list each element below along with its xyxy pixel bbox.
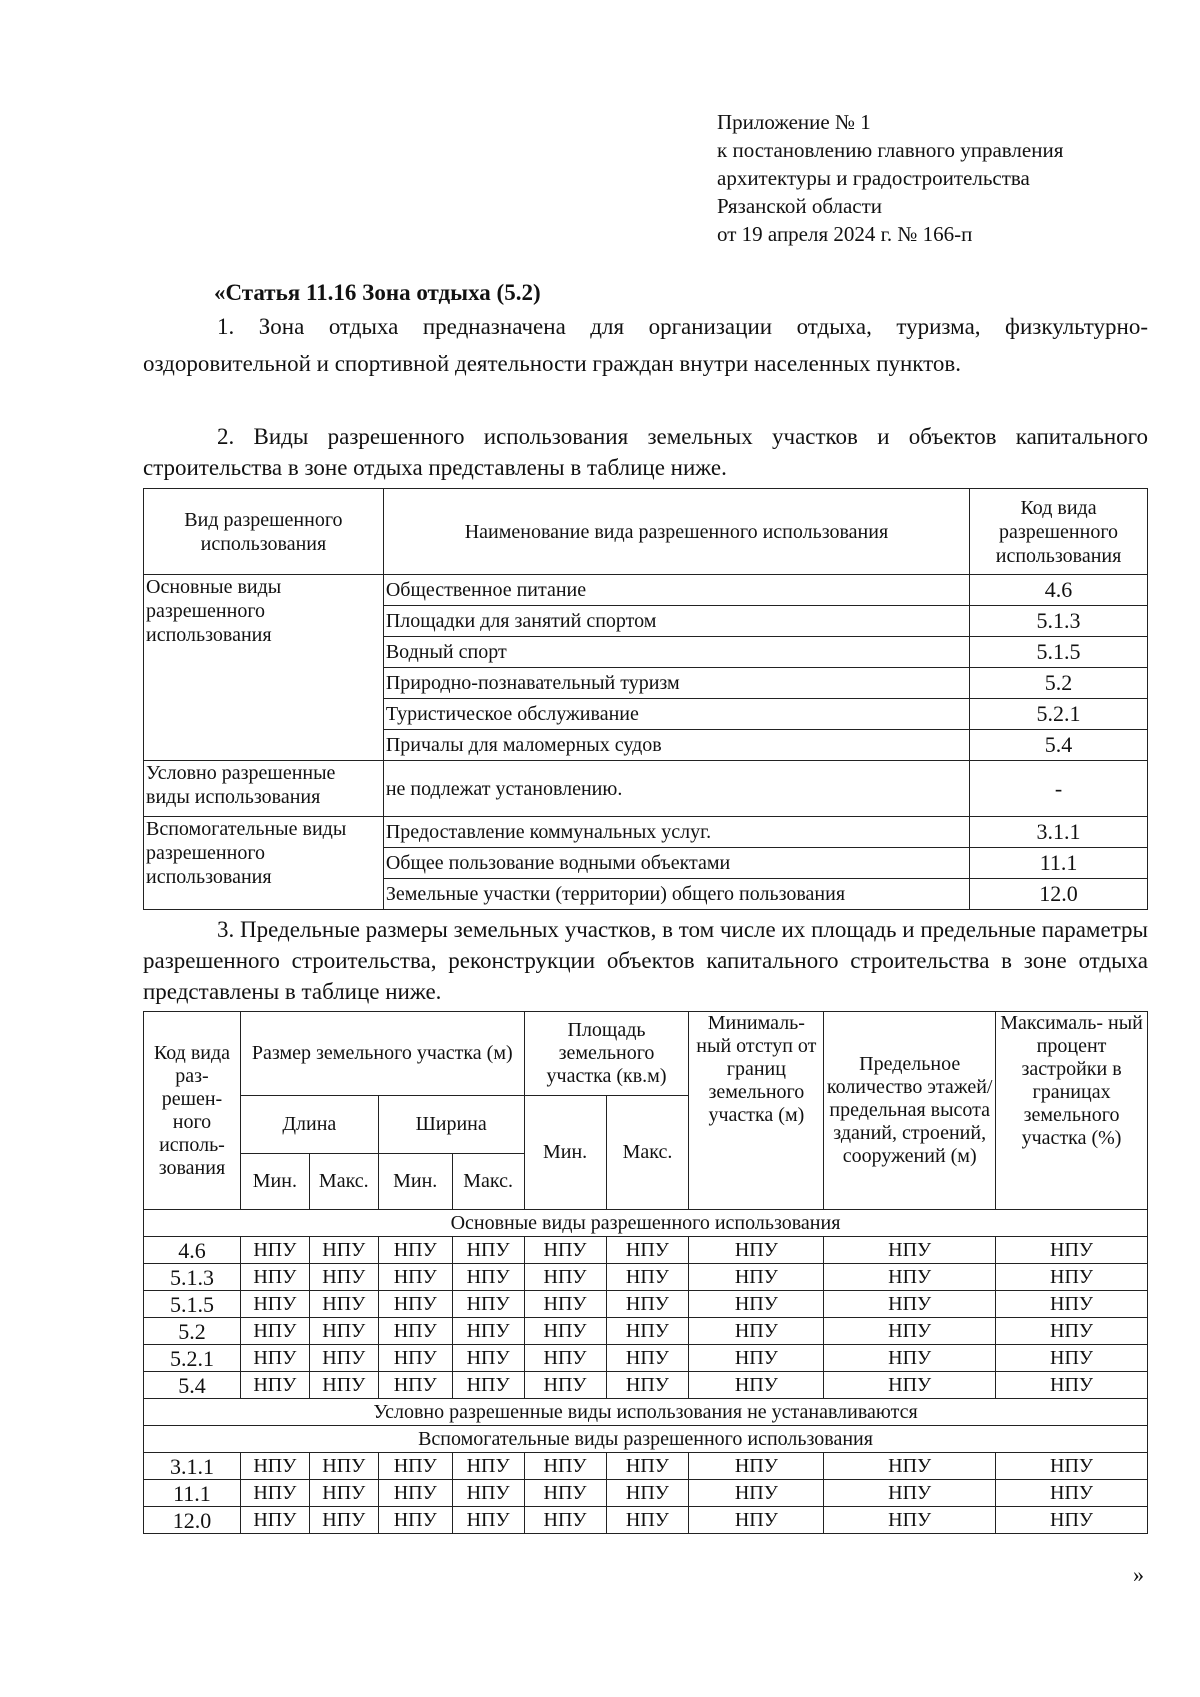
category-auxiliary: Вспомогательные виды разрешенного использования: [144, 817, 384, 910]
npu-cell: НПУ: [689, 1264, 824, 1291]
npu-cell: НПУ: [824, 1372, 996, 1399]
paragraph-3: 3. Предельные размеры земельных участков, в том числе их площадь и предельные параметры разрешенного строительства, реконструкции объектов капитального строительства в зоне отдыха представлены в таблице ниже.: [143, 917, 1148, 1004]
npu-cell: НПУ: [452, 1345, 524, 1372]
npu-cell: НПУ: [452, 1453, 524, 1480]
npu-cell: НПУ: [452, 1507, 524, 1534]
header-code: Код вида раз- решен- ного исполь- зования: [144, 1012, 241, 1210]
header-type: Вид разрешенного использования: [144, 489, 384, 575]
header-setback: Минималь- ный отступ от границ земельного участка (м): [689, 1012, 824, 1210]
npu-cell: НПУ: [996, 1453, 1148, 1480]
npu-cell: НПУ: [240, 1372, 309, 1399]
npu-cell: НПУ: [606, 1453, 689, 1480]
npu-cell: НПУ: [240, 1480, 309, 1507]
paragraph-2: 2. Виды разрешенного использования земельных участков и объектов капитального строительства в зоне отдыха представлены в таблице ниже.: [143, 424, 1148, 480]
use-name: Природно-познавательный туризм: [383, 668, 969, 699]
npu-cell: НПУ: [240, 1237, 309, 1264]
use-code: 12.0: [970, 879, 1148, 910]
npu-cell: НПУ: [309, 1291, 378, 1318]
header-area: Площадь земельного участка (кв.м): [524, 1012, 689, 1096]
npu-cell: НПУ: [524, 1318, 606, 1345]
npu-cell: НПУ: [824, 1453, 996, 1480]
npu-cell: НПУ: [524, 1345, 606, 1372]
use-name: Причалы для маломерных судов: [383, 730, 969, 761]
npu-cell: НПУ: [378, 1480, 452, 1507]
header-coverage: Максималь- ный процент застройки в границах земельного участка (%): [996, 1012, 1148, 1210]
npu-cell: НПУ: [524, 1453, 606, 1480]
npu-cell: НПУ: [689, 1453, 824, 1480]
npu-cell: НПУ: [606, 1345, 689, 1372]
header-line: от 19 апреля 2024 г. № 166-п: [717, 222, 973, 246]
row-code: 5.2.1: [144, 1345, 241, 1372]
header-width-min: Мин.: [378, 1154, 452, 1210]
header-code: Код вида разрешенного использования: [970, 489, 1148, 575]
npu-cell: НПУ: [309, 1372, 378, 1399]
npu-cell: НПУ: [524, 1264, 606, 1291]
row-code: 5.1.3: [144, 1264, 241, 1291]
npu-cell: НПУ: [240, 1507, 309, 1534]
npu-cell: НПУ: [606, 1372, 689, 1399]
npu-cell: НПУ: [524, 1237, 606, 1264]
table-row: [144, 1453, 1148, 1480]
row-code: 4.6: [144, 1237, 241, 1264]
use-code: 5.1.3: [970, 606, 1148, 637]
use-name: Земельные участки (территории) общего пользования: [383, 879, 969, 910]
npu-cell: НПУ: [378, 1264, 452, 1291]
table-row: [144, 1480, 1148, 1507]
npu-cell: НПУ: [996, 1291, 1148, 1318]
row-code: 11.1: [144, 1480, 241, 1507]
table-row: [144, 1264, 1148, 1291]
aux-rows: [144, 1453, 1148, 1534]
row-code: 5.2: [144, 1318, 241, 1345]
npu-cell: НПУ: [689, 1291, 824, 1318]
npu-cell: НПУ: [378, 1318, 452, 1345]
npu-cell: НПУ: [309, 1345, 378, 1372]
use-code: 5.1.5: [970, 637, 1148, 668]
npu-cell: НПУ: [824, 1480, 996, 1507]
npu-cell: НПУ: [824, 1507, 996, 1534]
npu-cell: НПУ: [996, 1372, 1148, 1399]
use-code: 5.2: [970, 668, 1148, 699]
npu-cell: НПУ: [378, 1453, 452, 1480]
table-row: [144, 1372, 1148, 1399]
npu-cell: НПУ: [378, 1291, 452, 1318]
npu-cell: НПУ: [309, 1237, 378, 1264]
npu-cell: НПУ: [689, 1480, 824, 1507]
parameters-table: [143, 1011, 1148, 1534]
npu-cell: НПУ: [452, 1237, 524, 1264]
row-code: 12.0: [144, 1507, 241, 1534]
use-code: 4.6: [970, 575, 1148, 606]
npu-cell: НПУ: [452, 1291, 524, 1318]
npu-cell: НПУ: [240, 1264, 309, 1291]
section-conditional: Условно разрешенные виды использования не устанавливаются: [144, 1399, 1148, 1426]
npu-cell: НПУ: [606, 1264, 689, 1291]
npu-cell: НПУ: [309, 1453, 378, 1480]
npu-cell: НПУ: [378, 1345, 452, 1372]
npu-cell: НПУ: [452, 1318, 524, 1345]
npu-cell: НПУ: [240, 1291, 309, 1318]
npu-cell: НПУ: [606, 1507, 689, 1534]
header-line: Приложение № 1: [717, 110, 871, 134]
header-name: Наименование вида разрешенного использования: [383, 489, 969, 575]
npu-cell: НПУ: [996, 1480, 1148, 1507]
header-length: Длина: [240, 1096, 378, 1154]
header-area-max: Макс.: [606, 1096, 689, 1210]
use-name: Туристическое обслуживание: [383, 699, 969, 730]
npu-cell: НПУ: [606, 1291, 689, 1318]
npu-cell: НПУ: [309, 1318, 378, 1345]
header-length-min: Мин.: [240, 1154, 309, 1210]
npu-cell: НПУ: [689, 1372, 824, 1399]
npu-cell: НПУ: [824, 1264, 996, 1291]
npu-cell: НПУ: [824, 1291, 996, 1318]
table-row: [144, 1507, 1148, 1534]
npu-cell: НПУ: [240, 1453, 309, 1480]
npu-cell: НПУ: [824, 1237, 996, 1264]
npu-cell: НПУ: [524, 1291, 606, 1318]
table-row: [144, 1291, 1148, 1318]
use-name: Площадки для занятий спортом: [383, 606, 969, 637]
npu-cell: НПУ: [996, 1507, 1148, 1534]
main-rows: [144, 1237, 1148, 1399]
use-code: 5.2.1: [970, 699, 1148, 730]
article-title: «Статья 11.16 Зона отдыха (5.2): [214, 280, 541, 305]
header-width: Ширина: [378, 1096, 524, 1154]
npu-cell: НПУ: [240, 1318, 309, 1345]
npu-cell: НПУ: [309, 1264, 378, 1291]
npu-cell: НПУ: [606, 1480, 689, 1507]
use-code: 5.4: [970, 730, 1148, 761]
use-code: 3.1.1: [970, 817, 1148, 848]
npu-cell: НПУ: [689, 1345, 824, 1372]
header-line: к постановлению главного управления: [717, 138, 1064, 162]
use-code: -: [970, 761, 1148, 817]
npu-cell: НПУ: [996, 1318, 1148, 1345]
npu-cell: НПУ: [524, 1507, 606, 1534]
npu-cell: НПУ: [240, 1345, 309, 1372]
npu-cell: НПУ: [309, 1507, 378, 1534]
row-code: 5.1.5: [144, 1291, 241, 1318]
npu-cell: НПУ: [378, 1372, 452, 1399]
use-code: 11.1: [970, 848, 1148, 879]
permitted-use-table: [143, 488, 1148, 910]
use-name: Предоставление коммунальных услуг.: [383, 817, 969, 848]
use-name: Водный спорт: [383, 637, 969, 668]
npu-cell: НПУ: [689, 1237, 824, 1264]
npu-cell: НПУ: [309, 1480, 378, 1507]
header-length-max: Макс.: [309, 1154, 378, 1210]
use-name: не подлежат установлению.: [383, 761, 969, 817]
paragraph-1: 1. Зона отдыха предназначена для организации отдыха, туризма, физкультурно-оздоровительной и спортивной деятельности граждан внутри населенных пунктов.: [143, 314, 1148, 376]
header-area-min: Мин.: [524, 1096, 606, 1210]
row-code: 5.4: [144, 1372, 241, 1399]
appendix-header: [717, 108, 1063, 248]
table-row: [144, 1345, 1148, 1372]
npu-cell: НПУ: [996, 1345, 1148, 1372]
category-main: Основные виды разрешенного использования: [144, 575, 384, 761]
npu-cell: НПУ: [452, 1480, 524, 1507]
npu-cell: НПУ: [378, 1237, 452, 1264]
npu-cell: НПУ: [524, 1372, 606, 1399]
table-row: [144, 1318, 1148, 1345]
npu-cell: НПУ: [524, 1480, 606, 1507]
header-line: архитектуры и градостроительства: [717, 166, 1030, 190]
row-code: 3.1.1: [144, 1453, 241, 1480]
section-main: Основные виды разрешенного использования: [144, 1210, 1148, 1237]
npu-cell: НПУ: [996, 1264, 1148, 1291]
npu-cell: НПУ: [606, 1318, 689, 1345]
use-name: Общее пользование водными объектами: [383, 848, 969, 879]
section-auxiliary: Вспомогательные виды разрешенного использования: [144, 1426, 1148, 1453]
npu-cell: НПУ: [689, 1318, 824, 1345]
table-row: [144, 1237, 1148, 1264]
header-width-max: Макс.: [452, 1154, 524, 1210]
npu-cell: НПУ: [689, 1507, 824, 1534]
category-conditional: Условно разрешенные виды использования: [144, 761, 384, 817]
npu-cell: НПУ: [824, 1345, 996, 1372]
npu-cell: НПУ: [606, 1237, 689, 1264]
npu-cell: НПУ: [452, 1264, 524, 1291]
header-floors: Предельное количество этажей/ предельная высота зданий, строений, сооружений (м): [824, 1012, 996, 1210]
npu-cell: НПУ: [452, 1372, 524, 1399]
npu-cell: НПУ: [378, 1507, 452, 1534]
header-line: Рязанской области: [717, 194, 883, 218]
npu-cell: НПУ: [996, 1237, 1148, 1264]
header-size: Размер земельного участка (м): [240, 1012, 524, 1096]
npu-cell: НПУ: [824, 1318, 996, 1345]
use-name: Общественное питание: [383, 575, 969, 606]
closing-quote: »: [1133, 1562, 1144, 1587]
